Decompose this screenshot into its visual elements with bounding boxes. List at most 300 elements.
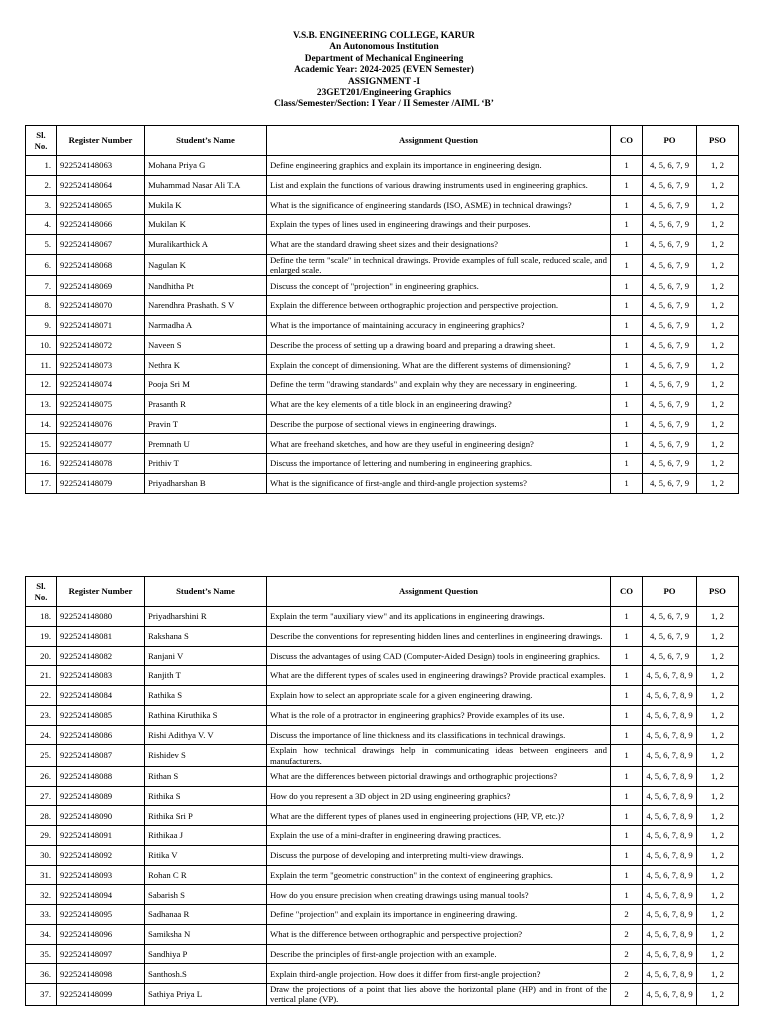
cell-sl-no: 33. [26, 905, 57, 925]
cell-co: 2 [611, 964, 643, 984]
cell-po: 4, 5, 6, 7, 8, 9 [643, 705, 697, 725]
cell-sl-no: 29. [26, 826, 57, 846]
cell-pso: 1, 2 [697, 156, 739, 176]
cell-assignment-question: Explain how technical drawings help in communicating ideas between engineers and manufacturers. [267, 745, 611, 767]
cell-student-name: Muhammad Nasar Ali T.A [145, 175, 267, 195]
cell-co: 1 [611, 745, 643, 767]
cell-student-name: Muralikarthick A [145, 235, 267, 255]
cell-po: 4, 5, 6, 7, 8, 9 [643, 786, 697, 806]
cell-assignment-question: Explain how to select an appropriate scale for a given engineering drawing. [267, 686, 611, 706]
cell-pso: 1, 2 [697, 394, 739, 414]
cell-po: 4, 5, 6, 7, 8, 9 [643, 745, 697, 767]
cell-co: 1 [611, 806, 643, 826]
cell-sl-no: 32. [26, 885, 57, 905]
cell-co: 1 [611, 845, 643, 865]
cell-sl-no: 27. [26, 786, 57, 806]
cell-co: 1 [611, 335, 643, 355]
cell-student-name: Narendhra Prashath. S V [145, 296, 267, 316]
cell-co: 1 [611, 725, 643, 745]
cell-co: 1 [611, 885, 643, 905]
cell-sl-no: 6. [26, 254, 57, 276]
cell-register-number: 922524148067 [57, 235, 145, 255]
cell-pso: 1, 2 [697, 454, 739, 474]
cell-sl-no: 11. [26, 355, 57, 375]
cell-po: 4, 5, 6, 7, 8, 9 [643, 666, 697, 686]
cell-po: 4, 5, 6, 7, 9 [643, 215, 697, 235]
cell-po: 4, 5, 6, 7, 8, 9 [643, 865, 697, 885]
table-row [26, 315, 739, 335]
cell-sl-no: 30. [26, 845, 57, 865]
cell-register-number: 922524148076 [57, 414, 145, 434]
college-name: V.S.B. ENGINEERING COLLEGE, KARUR [293, 31, 475, 41]
cell-student-name: Ritika V [145, 845, 267, 865]
cell-co: 1 [611, 195, 643, 215]
cell-co: 1 [611, 786, 643, 806]
cell-po: 4, 5, 6, 7, 8, 9 [643, 905, 697, 925]
cell-student-name: Naveen S [145, 335, 267, 355]
cell-pso: 1, 2 [697, 195, 739, 215]
cell-pso: 1, 2 [697, 745, 739, 767]
cell-pso: 1, 2 [697, 473, 739, 493]
cell-co: 1 [611, 686, 643, 706]
cell-sl-no: 16. [26, 454, 57, 474]
cell-student-name: Rithika S [145, 786, 267, 806]
cell-student-name: Pravin T [145, 414, 267, 434]
cell-register-number: 922524148065 [57, 195, 145, 215]
cell-sl-no: 26. [26, 766, 57, 786]
cell-sl-no: 5. [26, 235, 57, 255]
cell-student-name: Rithikaa J [145, 826, 267, 846]
cell-co: 1 [611, 766, 643, 786]
cell-sl-no: 12. [26, 375, 57, 395]
cell-register-number: 922524148088 [57, 766, 145, 786]
cell-student-name: Ranjani V [145, 646, 267, 666]
cell-pso: 1, 2 [697, 276, 739, 296]
cell-sl-no: 35. [26, 944, 57, 964]
cell-po: 4, 5, 6, 7, 8, 9 [643, 885, 697, 905]
cell-pso: 1, 2 [697, 235, 739, 255]
table-row [26, 944, 739, 964]
course-title: 23GET201/Engineering Graphics [316, 88, 452, 99]
col-register-number: Register Number [57, 577, 145, 607]
cell-assignment-question: Explain the types of lines used in engineering drawings and their purposes. [267, 215, 611, 235]
cell-po: 4, 5, 6, 7, 9 [643, 626, 697, 646]
cell-po: 4, 5, 6, 7, 9 [643, 355, 697, 375]
cell-po: 4, 5, 6, 7, 9 [643, 375, 697, 395]
table-row [26, 725, 739, 745]
cell-register-number: 922524148089 [57, 786, 145, 806]
cell-assignment-question: What are the different types of planes used in engineering projections (HP, VP, etc.)? [267, 806, 611, 826]
cell-assignment-question: Explain the term "geometric construction" in the context of engineering graphics. [267, 865, 611, 885]
cell-register-number: 922524148090 [57, 806, 145, 826]
cell-assignment-question: What is the role of a protractor in engineering graphics? Provide examples of its use. [267, 705, 611, 725]
cell-pso: 1, 2 [697, 725, 739, 745]
table-row [26, 195, 739, 215]
cell-pso: 1, 2 [697, 786, 739, 806]
cell-co: 1 [611, 315, 643, 335]
cell-co: 1 [611, 646, 643, 666]
cell-assignment-question: How do you represent a 3D object in 2D using engineering graphics? [267, 786, 611, 806]
cell-pso: 1, 2 [697, 296, 739, 316]
cell-co: 2 [611, 905, 643, 925]
cell-student-name: Rithan S [145, 766, 267, 786]
cell-register-number: 922524148075 [57, 394, 145, 414]
cell-po: 4, 5, 6, 7, 8, 9 [643, 944, 697, 964]
cell-register-number: 922524148078 [57, 454, 145, 474]
table-row [26, 826, 739, 846]
cell-pso: 1, 2 [697, 865, 739, 885]
table-row [26, 414, 739, 434]
cell-register-number: 922524148091 [57, 826, 145, 846]
cell-po: 4, 5, 6, 7, 9 [643, 335, 697, 355]
cell-sl-no: 20. [26, 646, 57, 666]
cell-sl-no: 17. [26, 473, 57, 493]
cell-student-name: Sathiya Priya L [145, 984, 267, 1006]
cell-pso: 1, 2 [697, 607, 739, 627]
table-row [26, 786, 739, 806]
department-name: Department of Mechanical Engineering [304, 53, 464, 64]
cell-co: 1 [611, 454, 643, 474]
academic-year: Academic Year: 2024-2025 (EVEN Semester) [294, 65, 474, 76]
institution-status: An Autonomous Institution [329, 42, 439, 53]
cell-sl-no: 31. [26, 865, 57, 885]
cell-co: 1 [611, 375, 643, 395]
cell-register-number: 922524148063 [57, 156, 145, 176]
cell-student-name: Rithika Sri P [145, 806, 267, 826]
cell-assignment-question: Describe the purpose of sectional views in engineering drawings. [267, 414, 611, 434]
cell-sl-no: 37. [26, 984, 57, 1006]
cell-student-name: Rishidev S [145, 745, 267, 767]
cell-student-name: Sandhiya P [145, 944, 267, 964]
cell-pso: 1, 2 [697, 646, 739, 666]
cell-student-name: Sadhanaa R [145, 905, 267, 925]
table-row [26, 984, 739, 1006]
cell-po: 4, 5, 6, 7, 8, 9 [643, 806, 697, 826]
cell-assignment-question: What are the key elements of a title block in an engineering drawing? [267, 394, 611, 414]
table-header-row [26, 577, 739, 607]
cell-student-name: Rishi Adithya V. V [145, 725, 267, 745]
cell-assignment-question: Explain third-angle projection. How does it differ from first-angle projection? [267, 964, 611, 984]
cell-register-number: 922524148082 [57, 646, 145, 666]
col-pso: PSO [697, 126, 739, 156]
document-header [0, 31, 768, 111]
cell-assignment-question: What is the significance of first-angle and third-angle projection systems? [267, 473, 611, 493]
cell-po: 4, 5, 6, 7, 8, 9 [643, 766, 697, 786]
table-row [26, 254, 739, 276]
class-info: Class/Semester/Section: I Year / II Semester /AIML ‘B’ [274, 99, 494, 110]
cell-assignment-question: Define the term "drawing standards" and explain why they are necessary in engineering. [267, 375, 611, 395]
cell-assignment-question: How do you ensure precision when creating drawings using manual tools? [267, 885, 611, 905]
cell-co: 1 [611, 473, 643, 493]
cell-register-number: 922524148068 [57, 254, 145, 276]
cell-assignment-question: Describe the principles of first-angle projection with an example. [267, 944, 611, 964]
cell-student-name: Mukila K [145, 195, 267, 215]
cell-student-name: Rathika S [145, 686, 267, 706]
cell-student-name: Nethra K [145, 355, 267, 375]
cell-student-name: Samiksha N [145, 924, 267, 944]
cell-po: 4, 5, 6, 7, 9 [643, 607, 697, 627]
cell-assignment-question: Define the term "scale" in technical drawings. Provide examples of full scale, reduced scale, and enlarged scale. [267, 254, 611, 276]
cell-assignment-question: What are the different types of scales used in engineering drawings? Provide practical examples. [267, 666, 611, 686]
cell-sl-no: 9. [26, 315, 57, 335]
cell-pso: 1, 2 [697, 315, 739, 335]
cell-pso: 1, 2 [697, 686, 739, 706]
cell-po: 4, 5, 6, 7, 9 [643, 454, 697, 474]
table-row [26, 885, 739, 905]
col-student-name: Student’s Name [145, 126, 267, 156]
cell-co: 1 [611, 175, 643, 195]
col-sl-no: Sl. No. [26, 577, 57, 607]
cell-sl-no: 1. [26, 156, 57, 176]
cell-student-name: Ranjith T [145, 666, 267, 686]
table-row [26, 865, 739, 885]
cell-assignment-question: Explain the concept of dimensioning. What are the different systems of dimensioning? [267, 355, 611, 375]
cell-po: 4, 5, 6, 7, 9 [643, 276, 697, 296]
cell-assignment-question: What is the difference between orthographic and perspective projection? [267, 924, 611, 944]
table-row [26, 276, 739, 296]
cell-assignment-question: Discuss the purpose of developing and interpreting multi-view drawings. [267, 845, 611, 865]
cell-register-number: 922524148099 [57, 984, 145, 1006]
cell-assignment-question: Define engineering graphics and explain its importance in engineering design. [267, 156, 611, 176]
cell-co: 1 [611, 865, 643, 885]
table-row [26, 924, 739, 944]
table-row [26, 335, 739, 355]
cell-assignment-question: What is the significance of engineering standards (ISO, ASME) in technical drawings? [267, 195, 611, 215]
cell-register-number: 922524148098 [57, 964, 145, 984]
cell-student-name: Nandhitha Pt [145, 276, 267, 296]
table-row [26, 235, 739, 255]
cell-sl-no: 7. [26, 276, 57, 296]
table-row [26, 375, 739, 395]
cell-co: 1 [611, 355, 643, 375]
cell-register-number: 922524148072 [57, 335, 145, 355]
table-row [26, 175, 739, 195]
cell-pso: 1, 2 [697, 175, 739, 195]
cell-assignment-question: Discuss the concept of "projection" in engineering graphics. [267, 276, 611, 296]
cell-register-number: 922524148095 [57, 905, 145, 925]
cell-pso: 1, 2 [697, 905, 739, 925]
cell-sl-no: 21. [26, 666, 57, 686]
cell-register-number: 922524148094 [57, 885, 145, 905]
cell-sl-no: 18. [26, 607, 57, 627]
cell-pso: 1, 2 [697, 705, 739, 725]
col-co: CO [611, 126, 643, 156]
cell-pso: 1, 2 [697, 964, 739, 984]
cell-assignment-question: List and explain the functions of various drawing instruments used in engineering graphics. [267, 175, 611, 195]
cell-register-number: 922524148077 [57, 434, 145, 454]
cell-sl-no: 2. [26, 175, 57, 195]
cell-co: 1 [611, 296, 643, 316]
cell-sl-no: 36. [26, 964, 57, 984]
cell-pso: 1, 2 [697, 806, 739, 826]
cell-pso: 1, 2 [697, 375, 739, 395]
cell-pso: 1, 2 [697, 355, 739, 375]
cell-co: 2 [611, 944, 643, 964]
cell-po: 4, 5, 6, 7, 9 [643, 254, 697, 276]
cell-co: 1 [611, 215, 643, 235]
table-row [26, 845, 739, 865]
cell-assignment-question: Define "projection" and explain its importance in engineering drawing. [267, 905, 611, 925]
cell-po: 4, 5, 6, 7, 8, 9 [643, 725, 697, 745]
cell-sl-no: 13. [26, 394, 57, 414]
cell-co: 1 [611, 156, 643, 176]
cell-sl-no: 10. [26, 335, 57, 355]
cell-pso: 1, 2 [697, 766, 739, 786]
table-row [26, 454, 739, 474]
col-sl-no: Sl. No. [26, 126, 57, 156]
cell-pso: 1, 2 [697, 215, 739, 235]
cell-co: 1 [611, 705, 643, 725]
assignment-table-page-1 [25, 125, 739, 494]
table-row [26, 905, 739, 925]
cell-po: 4, 5, 6, 7, 8, 9 [643, 984, 697, 1006]
cell-assignment-question: Draw the projections of a point that lies above the horizontal plane (HP) and in front of the vertical plane (VP). [267, 984, 611, 1006]
cell-pso: 1, 2 [697, 626, 739, 646]
cell-student-name: Santhosh.S [145, 964, 267, 984]
cell-sl-no: 34. [26, 924, 57, 944]
table-body [26, 607, 739, 1006]
cell-pso: 1, 2 [697, 335, 739, 355]
cell-pso: 1, 2 [697, 845, 739, 865]
cell-po: 4, 5, 6, 7, 9 [643, 473, 697, 493]
col-po: PO [643, 126, 697, 156]
cell-pso: 1, 2 [697, 414, 739, 434]
table-row [26, 646, 739, 666]
cell-register-number: 922524148083 [57, 666, 145, 686]
cell-sl-no: 3. [26, 195, 57, 215]
cell-register-number: 922524148081 [57, 626, 145, 646]
cell-co: 2 [611, 984, 643, 1006]
cell-po: 4, 5, 6, 7, 8, 9 [643, 964, 697, 984]
cell-student-name: Mukilan K [145, 215, 267, 235]
table-row [26, 666, 739, 686]
cell-register-number: 922524148074 [57, 375, 145, 395]
cell-co: 1 [611, 666, 643, 686]
cell-student-name: Rathina Kiruthika S [145, 705, 267, 725]
cell-student-name: Rakshana S [145, 626, 267, 646]
cell-sl-no: 8. [26, 296, 57, 316]
cell-po: 4, 5, 6, 7, 9 [643, 414, 697, 434]
cell-sl-no: 4. [26, 215, 57, 235]
table-row [26, 745, 739, 767]
table-row [26, 434, 739, 454]
cell-po: 4, 5, 6, 7, 8, 9 [643, 686, 697, 706]
cell-register-number: 922524148080 [57, 607, 145, 627]
cell-student-name: Mohana Priya G [145, 156, 267, 176]
cell-register-number: 922524148079 [57, 473, 145, 493]
cell-po: 4, 5, 6, 7, 9 [643, 315, 697, 335]
cell-co: 1 [611, 254, 643, 276]
cell-pso: 1, 2 [697, 944, 739, 964]
cell-student-name: Prasanth R [145, 394, 267, 414]
cell-co: 1 [611, 826, 643, 846]
cell-po: 4, 5, 6, 7, 9 [643, 296, 697, 316]
cell-register-number: 922524148096 [57, 924, 145, 944]
cell-sl-no: 15. [26, 434, 57, 454]
table-row [26, 686, 739, 706]
table-row [26, 607, 739, 627]
cell-sl-no: 22. [26, 686, 57, 706]
cell-pso: 1, 2 [697, 666, 739, 686]
table-row [26, 473, 739, 493]
cell-register-number: 922524148070 [57, 296, 145, 316]
cell-po: 4, 5, 6, 7, 9 [643, 646, 697, 666]
table-row [26, 215, 739, 235]
table-row [26, 705, 739, 725]
cell-po: 4, 5, 6, 7, 8, 9 [643, 826, 697, 846]
table-body [26, 156, 739, 494]
cell-register-number: 922524148064 [57, 175, 145, 195]
cell-assignment-question: What are the standard drawing sheet sizes and their designations? [267, 235, 611, 255]
col-register-number: Register Number [57, 126, 145, 156]
cell-po: 4, 5, 6, 7, 9 [643, 394, 697, 414]
cell-assignment-question: Discuss the importance of lettering and numbering in engineering graphics. [267, 454, 611, 474]
table-row [26, 626, 739, 646]
cell-assignment-question: Explain the use of a mini-drafter in engineering drawing practices. [267, 826, 611, 846]
cell-register-number: 922524148097 [57, 944, 145, 964]
cell-pso: 1, 2 [697, 984, 739, 1006]
cell-co: 1 [611, 607, 643, 627]
cell-student-name: Sabarish S [145, 885, 267, 905]
table-row [26, 766, 739, 786]
cell-po: 4, 5, 6, 7, 9 [643, 434, 697, 454]
cell-co: 1 [611, 434, 643, 454]
cell-assignment-question: What are the differences between pictorial drawings and orthographic projections? [267, 766, 611, 786]
cell-pso: 1, 2 [697, 885, 739, 905]
cell-assignment-question: Describe the process of setting up a drawing board and preparing a drawing sheet. [267, 335, 611, 355]
cell-student-name: Rohan C R [145, 865, 267, 885]
cell-pso: 1, 2 [697, 254, 739, 276]
cell-co: 1 [611, 235, 643, 255]
col-assignment-question: Assignment Question [267, 577, 611, 607]
cell-register-number: 922524148087 [57, 745, 145, 767]
cell-sl-no: 19. [26, 626, 57, 646]
cell-po: 4, 5, 6, 7, 9 [643, 156, 697, 176]
cell-sl-no: 23. [26, 705, 57, 725]
cell-student-name: Prithiv T [145, 454, 267, 474]
table-row [26, 394, 739, 414]
cell-register-number: 922524148071 [57, 315, 145, 335]
table-row [26, 964, 739, 984]
cell-po: 4, 5, 6, 7, 8, 9 [643, 924, 697, 944]
cell-register-number: 922524148084 [57, 686, 145, 706]
table-row [26, 296, 739, 316]
cell-student-name: Premnath U [145, 434, 267, 454]
cell-register-number: 922524148066 [57, 215, 145, 235]
cell-assignment-question: Explain the term "auxiliary view" and its applications in engineering drawings. [267, 607, 611, 627]
col-pso: PSO [697, 577, 739, 607]
cell-assignment-question: Discuss the advantages of using CAD (Computer-Aided Design) tools in engineering graphics. [267, 646, 611, 666]
table-row [26, 355, 739, 375]
assignment-title: ASSIGNMENT -I [348, 76, 420, 87]
cell-student-name: Nagulan K [145, 254, 267, 276]
cell-po: 4, 5, 6, 7, 9 [643, 175, 697, 195]
cell-assignment-question: Describe the conventions for representing hidden lines and centerlines in engineering drawings. [267, 626, 611, 646]
cell-assignment-question: Discuss the importance of line thickness and its classifications in technical drawings. [267, 725, 611, 745]
cell-register-number: 922524148069 [57, 276, 145, 296]
cell-student-name: Narmadha A [145, 315, 267, 335]
cell-pso: 1, 2 [697, 434, 739, 454]
cell-register-number: 922524148073 [57, 355, 145, 375]
cell-student-name: Priyadharshini R [145, 607, 267, 627]
cell-po: 4, 5, 6, 7, 8, 9 [643, 845, 697, 865]
col-co: CO [611, 577, 643, 607]
cell-co: 1 [611, 276, 643, 296]
cell-pso: 1, 2 [697, 826, 739, 846]
cell-sl-no: 25. [26, 745, 57, 767]
cell-assignment-question: What are freehand sketches, and how are they useful in engineering design? [267, 434, 611, 454]
cell-sl-no: 28. [26, 806, 57, 826]
